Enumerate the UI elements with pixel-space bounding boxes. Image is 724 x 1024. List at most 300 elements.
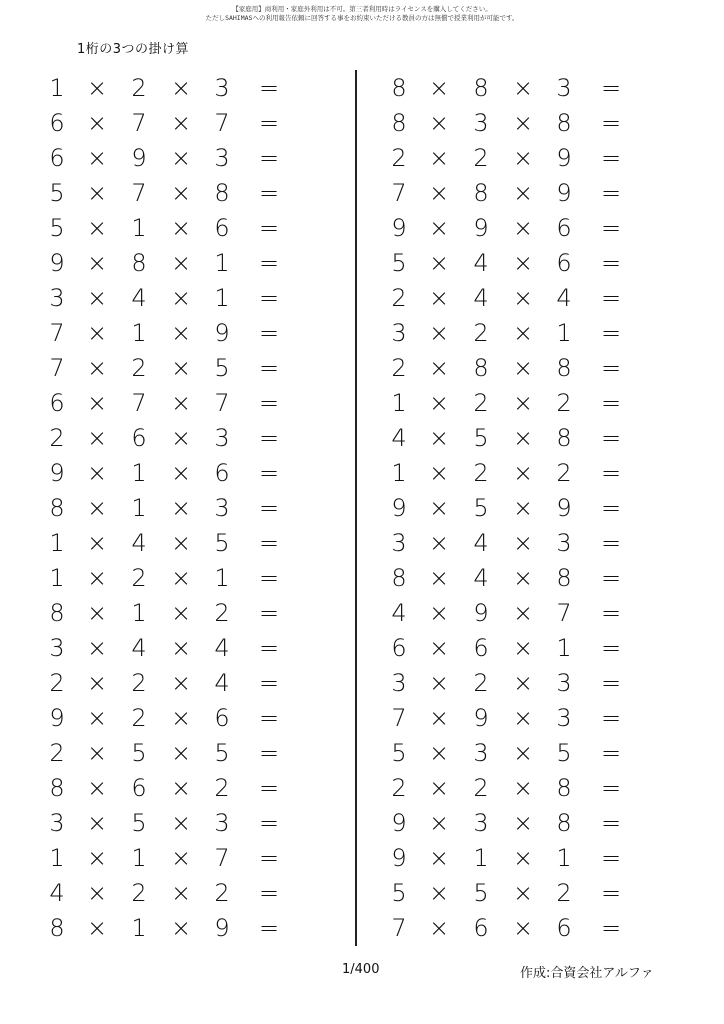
equals-sign: = (600, 914, 622, 942)
operand-3: 9 (556, 179, 572, 207)
problem-row (42, 246, 342, 281)
equals-sign: = (600, 879, 622, 907)
multiply-sign: × (86, 914, 108, 942)
operand-1: 2 (49, 669, 65, 697)
operand-1: 8 (49, 914, 65, 942)
multiply-sign: × (512, 214, 534, 242)
operand-2: 5 (473, 424, 489, 452)
multiply-sign: × (512, 774, 534, 802)
problem-row (384, 246, 684, 281)
operand-1: 1 (391, 459, 407, 487)
equals-sign: = (600, 564, 622, 592)
equals-sign: = (258, 179, 280, 207)
operand-1: 1 (391, 389, 407, 417)
problem-row (42, 281, 342, 316)
operand-1: 9 (391, 809, 407, 837)
multiply-sign: × (86, 284, 108, 312)
operand-2: 5 (131, 739, 147, 767)
multiply-sign: × (512, 284, 534, 312)
problem-row (384, 666, 684, 701)
problem-row (384, 456, 684, 491)
multiply-sign: × (170, 879, 192, 907)
problem-row (384, 526, 684, 561)
operand-3: 1 (556, 634, 572, 662)
equals-sign: = (258, 74, 280, 102)
operand-3: 3 (214, 809, 230, 837)
operand-1: 7 (49, 354, 65, 382)
problem-row (384, 561, 684, 596)
multiply-sign: × (86, 809, 108, 837)
operand-2: 5 (473, 494, 489, 522)
operand-3: 1 (556, 844, 572, 872)
multiply-sign: × (428, 634, 450, 662)
operand-1: 9 (391, 494, 407, 522)
operand-1: 3 (391, 529, 407, 557)
operand-1: 7 (391, 179, 407, 207)
operand-2: 8 (473, 179, 489, 207)
multiply-sign: × (86, 319, 108, 347)
operand-2: 4 (473, 529, 489, 557)
multiply-sign: × (428, 459, 450, 487)
equals-sign: = (258, 354, 280, 382)
operand-3: 3 (556, 704, 572, 732)
multiply-sign: × (428, 109, 450, 137)
operand-3: 3 (214, 424, 230, 452)
multiply-sign: × (86, 494, 108, 522)
operand-1: 2 (391, 354, 407, 382)
equals-sign: = (258, 879, 280, 907)
equals-sign: = (600, 424, 622, 452)
operand-2: 1 (131, 459, 147, 487)
multiply-sign: × (170, 529, 192, 557)
problem-row (42, 526, 342, 561)
operand-3: 6 (214, 214, 230, 242)
operand-3: 2 (214, 774, 230, 802)
operand-1: 7 (391, 704, 407, 732)
operand-1: 8 (49, 494, 65, 522)
operand-2: 2 (473, 459, 489, 487)
equals-sign: = (600, 319, 622, 347)
operand-1: 9 (49, 704, 65, 732)
multiply-sign: × (512, 669, 534, 697)
equals-sign: = (600, 389, 622, 417)
operand-1: 6 (49, 109, 65, 137)
multiply-sign: × (512, 599, 534, 627)
equals-sign: = (258, 774, 280, 802)
equals-sign: = (258, 214, 280, 242)
multiply-sign: × (86, 529, 108, 557)
equals-sign: = (258, 634, 280, 662)
multiply-sign: × (86, 74, 108, 102)
multiply-sign: × (428, 319, 450, 347)
operand-2: 1 (131, 214, 147, 242)
multiply-sign: × (512, 529, 534, 557)
multiply-sign: × (428, 774, 450, 802)
operand-1: 1 (49, 564, 65, 592)
operand-3: 6 (556, 214, 572, 242)
license-notice-line-1: 【家庭用】商利用・家庭外利用は不可。第三者利用時はライセンスを購入してください。 (232, 5, 492, 13)
equals-sign: = (600, 354, 622, 382)
problem-row (384, 771, 684, 806)
operand-3: 8 (556, 564, 572, 592)
problem-row (42, 771, 342, 806)
multiply-sign: × (170, 284, 192, 312)
equals-sign: = (258, 459, 280, 487)
operand-3: 8 (556, 109, 572, 137)
problem-row (42, 386, 342, 421)
operand-2: 2 (131, 704, 147, 732)
problem-row (42, 631, 342, 666)
multiply-sign: × (86, 354, 108, 382)
operand-1: 2 (391, 144, 407, 172)
operand-3: 8 (556, 774, 572, 802)
operand-2: 1 (131, 319, 147, 347)
multiply-sign: × (170, 739, 192, 767)
operand-2: 8 (473, 74, 489, 102)
equals-sign: = (600, 214, 622, 242)
operand-3: 6 (214, 704, 230, 732)
problem-row (384, 736, 684, 771)
operand-1: 8 (391, 564, 407, 592)
operand-1: 4 (49, 879, 65, 907)
operand-1: 7 (391, 914, 407, 942)
multiply-sign: × (512, 74, 534, 102)
problem-row (384, 596, 684, 631)
multiply-sign: × (86, 424, 108, 452)
operand-1: 3 (391, 319, 407, 347)
multiply-sign: × (428, 879, 450, 907)
column-divider (355, 70, 357, 946)
operand-2: 2 (473, 669, 489, 697)
operand-2: 2 (131, 669, 147, 697)
operand-2: 9 (473, 214, 489, 242)
operand-1: 2 (49, 424, 65, 452)
multiply-sign: × (170, 389, 192, 417)
operand-3: 7 (214, 844, 230, 872)
operand-1: 5 (49, 179, 65, 207)
multiply-sign: × (170, 844, 192, 872)
equals-sign: = (600, 844, 622, 872)
operand-3: 8 (556, 424, 572, 452)
multiply-sign: × (170, 319, 192, 347)
multiply-sign: × (170, 564, 192, 592)
operand-3: 3 (556, 74, 572, 102)
operand-2: 6 (131, 424, 147, 452)
operand-1: 6 (391, 634, 407, 662)
operand-2: 2 (131, 74, 147, 102)
operand-2: 1 (131, 844, 147, 872)
operand-3: 3 (556, 529, 572, 557)
operand-2: 7 (131, 109, 147, 137)
operand-2: 8 (131, 249, 147, 277)
operand-1: 8 (391, 74, 407, 102)
equals-sign: = (258, 389, 280, 417)
problem-row (42, 421, 342, 456)
operand-2: 4 (131, 634, 147, 662)
operand-1: 1 (49, 529, 65, 557)
equals-sign: = (258, 704, 280, 732)
operand-2: 9 (473, 599, 489, 627)
multiply-sign: × (86, 109, 108, 137)
operand-2: 4 (473, 249, 489, 277)
right-problem-column (384, 71, 684, 946)
operand-1: 9 (49, 459, 65, 487)
multiply-sign: × (428, 179, 450, 207)
multiply-sign: × (512, 809, 534, 837)
equals-sign: = (600, 109, 622, 137)
equals-sign: = (600, 249, 622, 277)
operand-1: 9 (391, 844, 407, 872)
license-notice-line-2: ただしSAHIMASへの利用報告依頼に回答する事をお約束いただける教員の方は無償で授業利用が可能です。 (205, 14, 519, 22)
equals-sign: = (258, 669, 280, 697)
problem-row (42, 701, 342, 736)
operand-2: 2 (473, 144, 489, 172)
operand-2: 4 (473, 564, 489, 592)
multiply-sign: × (170, 704, 192, 732)
equals-sign: = (258, 529, 280, 557)
problem-row (384, 806, 684, 841)
problem-row (42, 911, 342, 946)
problem-row (384, 211, 684, 246)
multiply-sign: × (512, 634, 534, 662)
operand-3: 8 (556, 354, 572, 382)
problem-row (42, 316, 342, 351)
operand-3: 5 (214, 354, 230, 382)
equals-sign: = (600, 179, 622, 207)
equals-sign: = (600, 599, 622, 627)
operand-1: 6 (49, 389, 65, 417)
problem-row (42, 841, 342, 876)
operand-2: 7 (131, 389, 147, 417)
problem-row (42, 141, 342, 176)
operand-2: 3 (473, 109, 489, 137)
operand-1: 2 (391, 284, 407, 312)
operand-3: 5 (214, 739, 230, 767)
operand-3: 7 (214, 109, 230, 137)
multiply-sign: × (428, 144, 450, 172)
operand-3: 6 (214, 459, 230, 487)
problem-row (42, 736, 342, 771)
equals-sign: = (600, 634, 622, 662)
equals-sign: = (258, 109, 280, 137)
equals-sign: = (258, 144, 280, 172)
operand-3: 5 (214, 529, 230, 557)
equals-sign: = (600, 809, 622, 837)
problem-row (42, 456, 342, 491)
multiply-sign: × (86, 179, 108, 207)
operand-3: 3 (556, 669, 572, 697)
problem-row (42, 561, 342, 596)
multiply-sign: × (86, 599, 108, 627)
multiply-sign: × (170, 459, 192, 487)
operand-3: 2 (556, 459, 572, 487)
multiply-sign: × (170, 809, 192, 837)
operand-2: 2 (473, 319, 489, 347)
operand-3: 2 (556, 879, 572, 907)
problem-row (384, 876, 684, 911)
multiply-sign: × (86, 704, 108, 732)
operand-2: 7 (131, 179, 147, 207)
multiply-sign: × (170, 599, 192, 627)
page-number: 1/400 (342, 962, 380, 977)
operand-1: 5 (391, 249, 407, 277)
multiply-sign: × (86, 214, 108, 242)
operand-3: 4 (214, 669, 230, 697)
multiply-sign: × (170, 249, 192, 277)
multiply-sign: × (428, 739, 450, 767)
equals-sign: = (258, 844, 280, 872)
operand-1: 6 (49, 144, 65, 172)
operand-2: 4 (473, 284, 489, 312)
equals-sign: = (600, 669, 622, 697)
operand-3: 1 (214, 249, 230, 277)
equals-sign: = (600, 74, 622, 102)
multiply-sign: × (86, 739, 108, 767)
problem-row (42, 666, 342, 701)
operand-1: 2 (391, 774, 407, 802)
multiply-sign: × (512, 459, 534, 487)
multiply-sign: × (428, 354, 450, 382)
problem-row (42, 876, 342, 911)
multiply-sign: × (512, 144, 534, 172)
multiply-sign: × (86, 564, 108, 592)
problem-row (384, 71, 684, 106)
worksheet-title: 1桁の3つの掛け算 (77, 42, 190, 57)
multiply-sign: × (86, 634, 108, 662)
operand-2: 1 (131, 494, 147, 522)
multiply-sign: × (170, 214, 192, 242)
multiply-sign: × (512, 914, 534, 942)
operand-3: 2 (556, 389, 572, 417)
multiply-sign: × (86, 249, 108, 277)
problem-row (384, 701, 684, 736)
equals-sign: = (258, 424, 280, 452)
problem-row (384, 281, 684, 316)
operand-1: 1 (49, 74, 65, 102)
operand-3: 3 (214, 74, 230, 102)
multiply-sign: × (428, 389, 450, 417)
operand-2: 2 (131, 354, 147, 382)
problem-row (384, 631, 684, 666)
operand-1: 5 (391, 879, 407, 907)
operand-3: 8 (214, 179, 230, 207)
operand-3: 4 (556, 284, 572, 312)
multiply-sign: × (428, 844, 450, 872)
equals-sign: = (600, 774, 622, 802)
problem-row (384, 351, 684, 386)
operand-2: 8 (473, 354, 489, 382)
multiply-sign: × (512, 564, 534, 592)
problem-row (42, 211, 342, 246)
operand-1: 3 (49, 809, 65, 837)
operand-2: 4 (131, 529, 147, 557)
operand-1: 4 (391, 599, 407, 627)
operand-2: 1 (473, 844, 489, 872)
equals-sign: = (258, 809, 280, 837)
multiply-sign: × (512, 179, 534, 207)
operand-2: 2 (473, 774, 489, 802)
operand-3: 7 (214, 389, 230, 417)
multiply-sign: × (170, 424, 192, 452)
problem-row (384, 841, 684, 876)
multiply-sign: × (512, 389, 534, 417)
multiply-sign: × (512, 249, 534, 277)
problem-row (384, 106, 684, 141)
operand-3: 1 (556, 319, 572, 347)
operand-1: 5 (49, 214, 65, 242)
problem-row (42, 71, 342, 106)
multiply-sign: × (512, 739, 534, 767)
operand-2: 9 (473, 704, 489, 732)
operand-3: 5 (556, 739, 572, 767)
multiply-sign: × (170, 144, 192, 172)
operand-3: 9 (214, 319, 230, 347)
multiply-sign: × (512, 844, 534, 872)
equals-sign: = (600, 739, 622, 767)
multiply-sign: × (512, 494, 534, 522)
equals-sign: = (258, 284, 280, 312)
author-credit: 作成:合資会社アルファ (520, 966, 654, 981)
operand-3: 1 (214, 284, 230, 312)
operand-3: 6 (556, 914, 572, 942)
operand-1: 9 (391, 214, 407, 242)
multiply-sign: × (512, 319, 534, 347)
multiply-sign: × (428, 809, 450, 837)
multiply-sign: × (512, 354, 534, 382)
operand-2: 3 (473, 739, 489, 767)
equals-sign: = (258, 249, 280, 277)
multiply-sign: × (86, 844, 108, 872)
multiply-sign: × (428, 214, 450, 242)
problem-row (384, 911, 684, 946)
multiply-sign: × (170, 354, 192, 382)
equals-sign: = (258, 319, 280, 347)
multiply-sign: × (170, 494, 192, 522)
multiply-sign: × (170, 74, 192, 102)
multiply-sign: × (86, 669, 108, 697)
problem-row (384, 421, 684, 456)
operand-2: 2 (131, 564, 147, 592)
problem-row (42, 491, 342, 526)
operand-3: 2 (214, 879, 230, 907)
equals-sign: = (600, 494, 622, 522)
multiply-sign: × (170, 914, 192, 942)
multiply-sign: × (512, 704, 534, 732)
multiply-sign: × (170, 109, 192, 137)
left-problem-column (42, 71, 342, 946)
multiply-sign: × (428, 74, 450, 102)
multiply-sign: × (428, 669, 450, 697)
operand-2: 5 (131, 809, 147, 837)
operand-1: 3 (391, 669, 407, 697)
problem-row (42, 176, 342, 211)
multiply-sign: × (428, 914, 450, 942)
multiply-sign: × (170, 669, 192, 697)
operand-3: 2 (214, 599, 230, 627)
operand-2: 6 (473, 634, 489, 662)
multiply-sign: × (86, 774, 108, 802)
multiply-sign: × (86, 879, 108, 907)
operand-3: 3 (214, 144, 230, 172)
multiply-sign: × (170, 179, 192, 207)
operand-2: 9 (131, 144, 147, 172)
multiply-sign: × (512, 879, 534, 907)
operand-1: 3 (49, 284, 65, 312)
problem-row (384, 491, 684, 526)
equals-sign: = (258, 739, 280, 767)
operand-1: 8 (391, 109, 407, 137)
operand-1: 2 (49, 739, 65, 767)
